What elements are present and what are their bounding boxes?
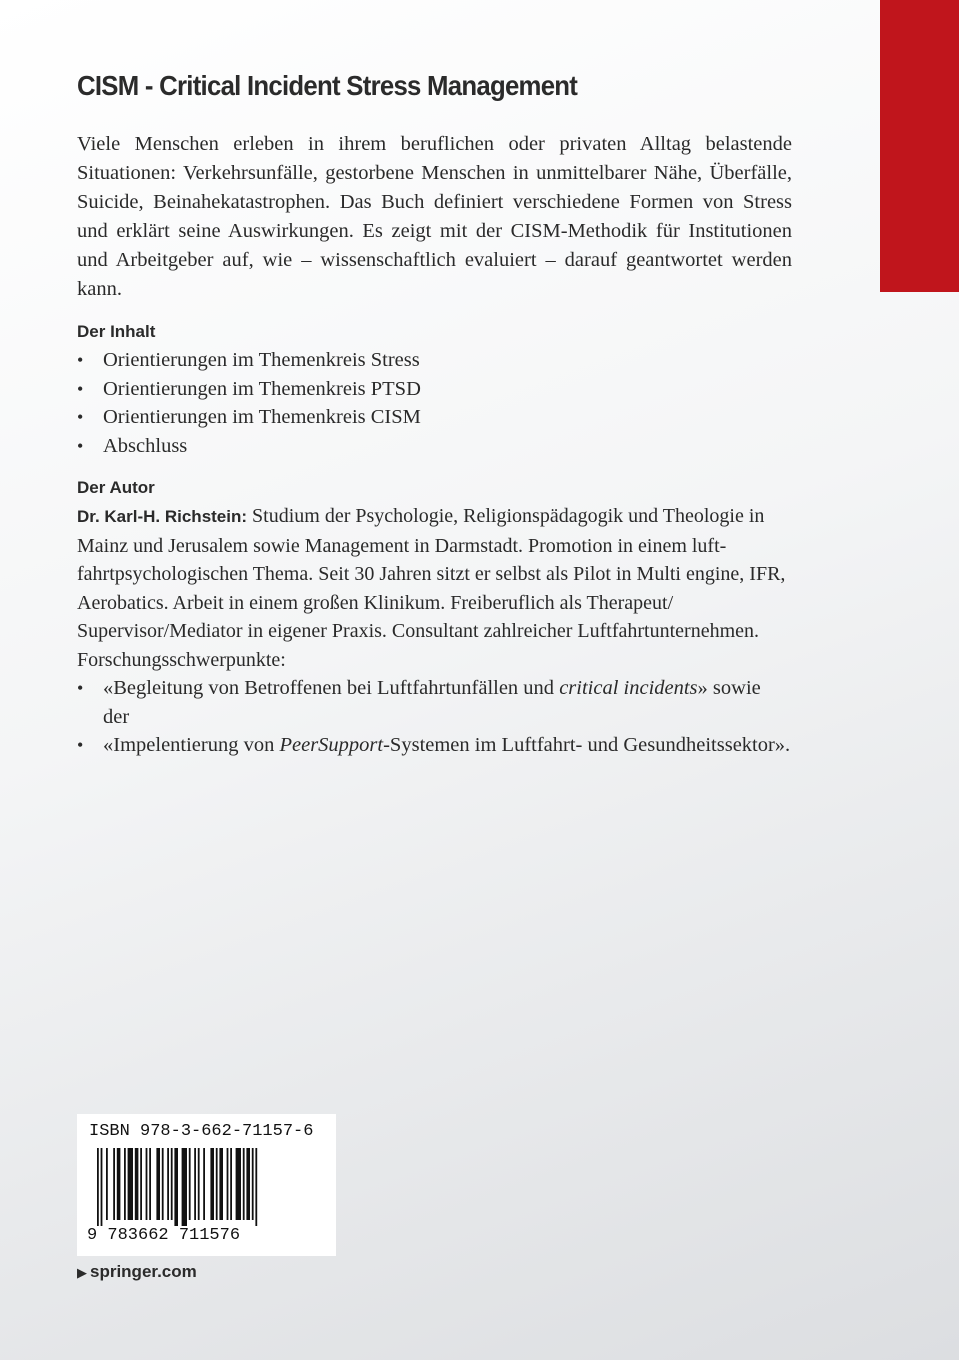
- barcode-bar: [156, 1148, 160, 1220]
- barcode-bar: [216, 1148, 218, 1220]
- barcode-bar: [210, 1148, 214, 1220]
- play-arrow-icon: ▶: [77, 1265, 87, 1280]
- bullet-icon: •: [77, 407, 84, 427]
- research-focus-list: [77, 674, 792, 760]
- barcode-bar: [255, 1148, 257, 1226]
- barcode-bar: [182, 1148, 187, 1226]
- contents-heading: Der Inhalt: [77, 322, 156, 341]
- barcode-bar: [117, 1148, 121, 1220]
- barcode-bars: [97, 1148, 317, 1226]
- barcode-bar: [97, 1148, 99, 1226]
- barcode-digits: 9 783662 711576: [87, 1226, 241, 1245]
- isbn-barcode: [77, 1114, 336, 1256]
- barcode-bar: [203, 1148, 205, 1220]
- bullet-icon: •: [77, 435, 84, 456]
- barcode-bar: [135, 1148, 139, 1220]
- barcode-bar: [140, 1148, 142, 1220]
- bullet-icon: •: [77, 678, 84, 698]
- barcode-bar: [174, 1148, 178, 1226]
- list-item: • Orientierungen im Themenkreis Stress: [77, 346, 792, 375]
- barcode-bar: [146, 1148, 148, 1220]
- list-item: • Abschluss: [77, 432, 792, 461]
- barcode-bar: [113, 1148, 115, 1220]
- barcode-bar: [198, 1148, 200, 1220]
- barcode-bar: [194, 1148, 196, 1220]
- author-bio: [77, 502, 792, 674]
- barcode-bar: [189, 1148, 191, 1220]
- barcode-bar: [219, 1148, 223, 1220]
- bullet-icon: •: [77, 378, 84, 399]
- barcode-bar: [101, 1148, 103, 1226]
- contents-list: [77, 346, 792, 460]
- intro-paragraph: Viele Menschen erleben in ihrem beruflichen oder privaten Alltag belastende Situationen: Verkehrsunfälle, gestorbene Menschen in unmittelbarer Nähe, Überfälle, Suicide, Beinahekatastrophen. Das Buch definiert verschiedene Formen von Stress und erklärt seine Auswirkungen. Es zeigt mit der CISM-Methodik für Institutionen und Arbeitgeber auf, wie – wissenschaftlich evaluiert – darauf geantwortet werden kann.: [77, 133, 792, 300]
- barcode-bar: [162, 1148, 164, 1220]
- red-accent-tab: [880, 0, 959, 292]
- barcode-bar: [167, 1148, 169, 1220]
- isbn-number: ISBN 978-3-662-71157-6: [89, 1122, 314, 1141]
- bullet-icon: •: [77, 735, 84, 755]
- barcode-bar: [246, 1148, 250, 1220]
- barcode-bar: [227, 1148, 229, 1220]
- barcode-bar: [230, 1148, 232, 1220]
- barcode-bar: [252, 1148, 254, 1220]
- barcode-bar: [171, 1148, 173, 1220]
- author-bio-text: Studium der Psychologie, Religionspädagogik und Theologie in Mainz und Jerusalem sowie Management in Darmstadt. Promotion in einem luftfahrtpsychologischen Thema. Seit 30 Jahren sitzt er selbst als Pilot in Multi engine, IFR, Aerobatics. Arbeit in einem großen Klinikum. Freiberuflich als Therapeut/ Supervisor/Mediator in eigener Praxis. Consultant zahlreicher Luftfahrtunternehmen. Forschungsschwerpunkte:: [77, 505, 786, 671]
- barcode-bar: [124, 1148, 126, 1220]
- barcode-bar: [128, 1148, 133, 1220]
- barcode-bar: [149, 1148, 151, 1220]
- list-item: • «Begleitung von Betroffenen bei Luftfahrtunfällen und critical incidents» sowie der: [77, 674, 792, 731]
- list-item: • «Impelentierung von PeerSupport-Systemen im Luftfahrt- und Gesundheitssektor».: [77, 731, 792, 760]
- list-item: • Orientierungen im Themenkreis PTSD: [77, 375, 792, 404]
- barcode-bar: [243, 1148, 245, 1220]
- back-cover-content: [77, 70, 792, 760]
- book-title: CISM - Critical Incident Stress Management: [77, 70, 578, 101]
- author-name: Dr. Karl-H. Richstein:: [77, 507, 248, 526]
- barcode-bar: [106, 1148, 108, 1220]
- publisher-link[interactable]: ▶ springer.com: [77, 1262, 197, 1281]
- author-heading: Der Autor: [77, 478, 155, 497]
- bullet-icon: •: [77, 350, 84, 370]
- list-item: • Orientierungen im Themenkreis CISM: [77, 403, 792, 432]
- barcode-bar: [236, 1148, 241, 1220]
